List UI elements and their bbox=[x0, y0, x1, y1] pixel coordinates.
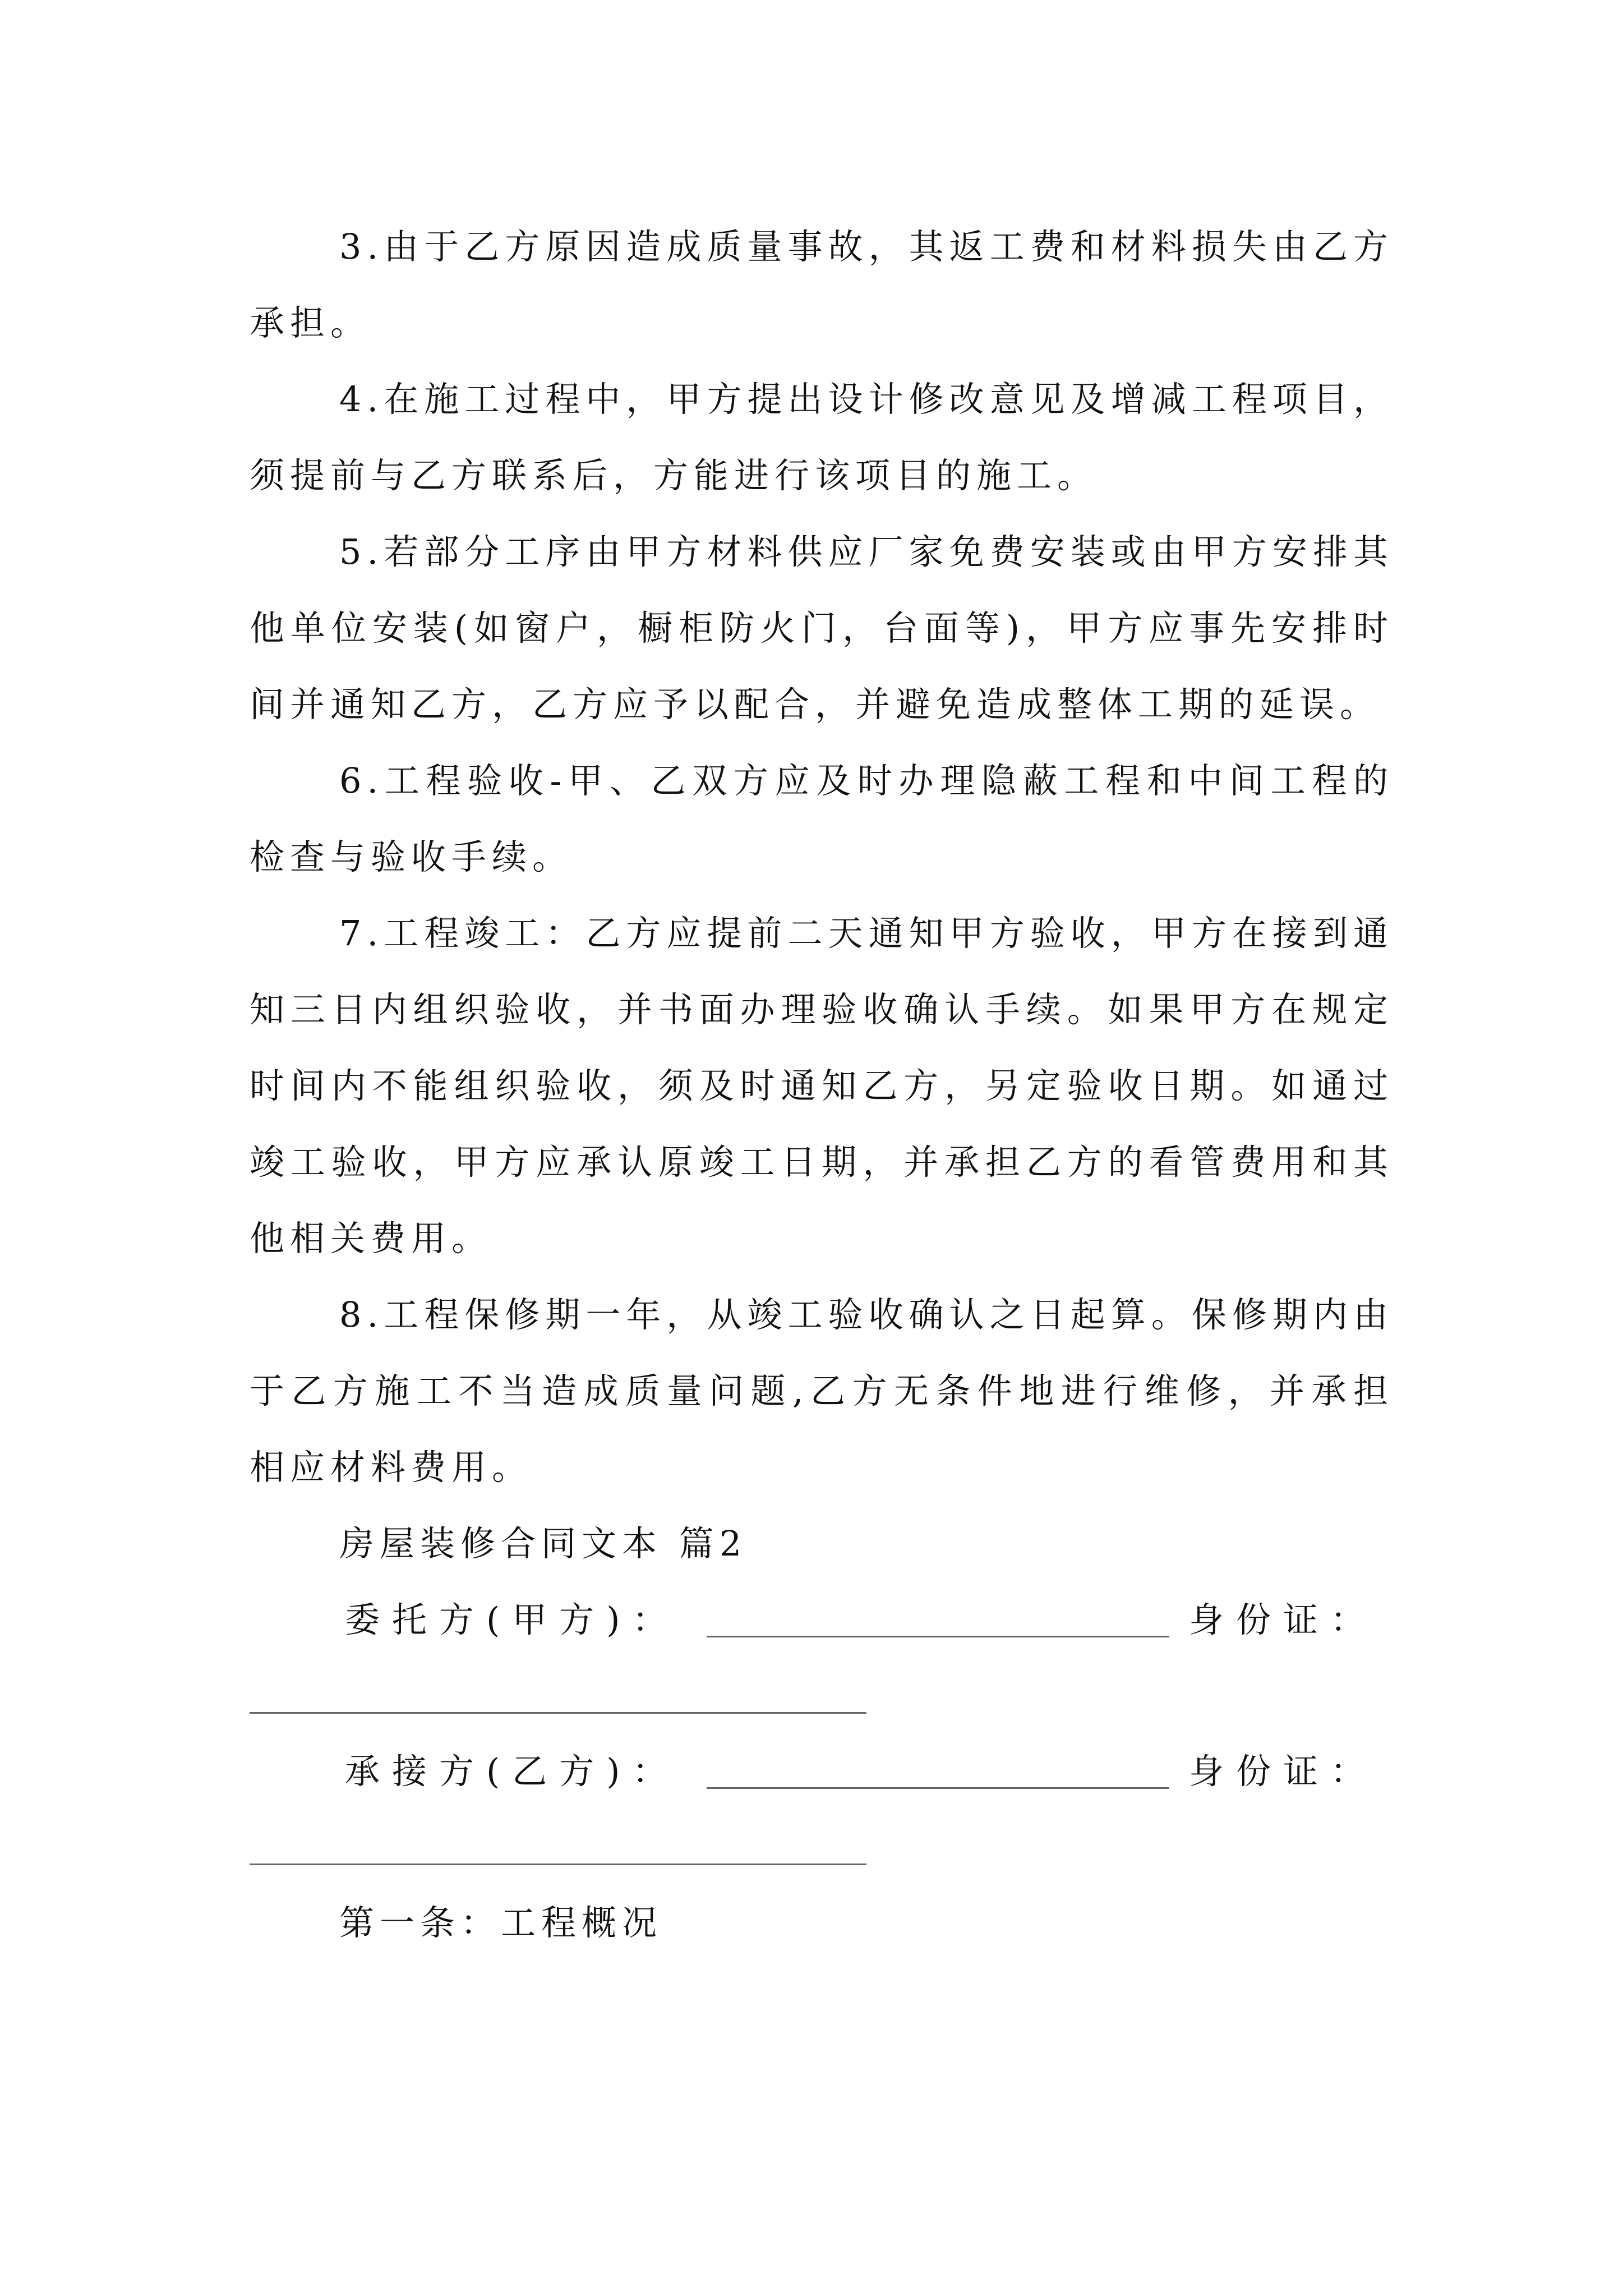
client-party-block bbox=[250, 1582, 1394, 1733]
contractor-row bbox=[250, 1733, 1394, 1810]
contractor-id-blank bbox=[250, 1864, 866, 1865]
article-title: 第一条：工程概况 bbox=[339, 1902, 663, 1943]
paragraph-6: 6.工程验收-甲、乙双方应及时办理隐蔽工程和中间工程的检查与验收手续。 bbox=[250, 760, 1394, 877]
paragraph-5: 5.若部分工序由甲方材料供应厂家免费安装或由甲方安排其他单位安装(如窗户，橱柜防火门，台面等)，甲方应事先安排时间并通知乙方，乙方应予以配合，并避免造成整体工期的延误。 bbox=[250, 531, 1394, 725]
client-id-label: 身份证： bbox=[1189, 1599, 1378, 1640]
client-row bbox=[250, 1582, 1394, 1658]
contractor-name-blank bbox=[707, 1787, 1169, 1789]
contractor-label: 承接方(乙方)： bbox=[345, 1751, 680, 1792]
paragraph-3: 3.由于乙方原因造成质量事故，其返工费和材料损失由乙方承担。 bbox=[250, 226, 1394, 343]
section-title: 房屋装修合同文本 篇2 bbox=[339, 1523, 748, 1564]
paragraph-8: 8.工程保修期一年，从竣工验收确认之日起算。保修期内由于乙方施工不当造成质量问题,乙方无条件地进行维修，并承担相应材料费用。 bbox=[250, 1294, 1394, 1488]
client-name-blank bbox=[707, 1636, 1169, 1637]
contractor-party-block bbox=[250, 1733, 1394, 1885]
paragraph-4: 4.在施工过程中，甲方提出设计修改意见及增减工程项目，须提前与乙方联系后，方能进行该项目的施工。 bbox=[250, 379, 1394, 496]
client-id-blank bbox=[250, 1712, 866, 1714]
document-body bbox=[250, 209, 1394, 1961]
contractor-id-label: 身份证： bbox=[1189, 1751, 1378, 1792]
paragraph-7: 7.工程竣工：乙方应提前二天通知甲方验收，甲方在接到通知三日内组织验收，并书面办理验收确认手续。如果甲方在规定时间内不能组织验收，须及时通知乙方，另定验收日期。如通过竣工验收，甲方应承认原竣工日期，并承担乙方的看管费用和其他相关费用。 bbox=[250, 913, 1394, 1259]
client-label: 委托方(甲方)： bbox=[345, 1599, 680, 1640]
